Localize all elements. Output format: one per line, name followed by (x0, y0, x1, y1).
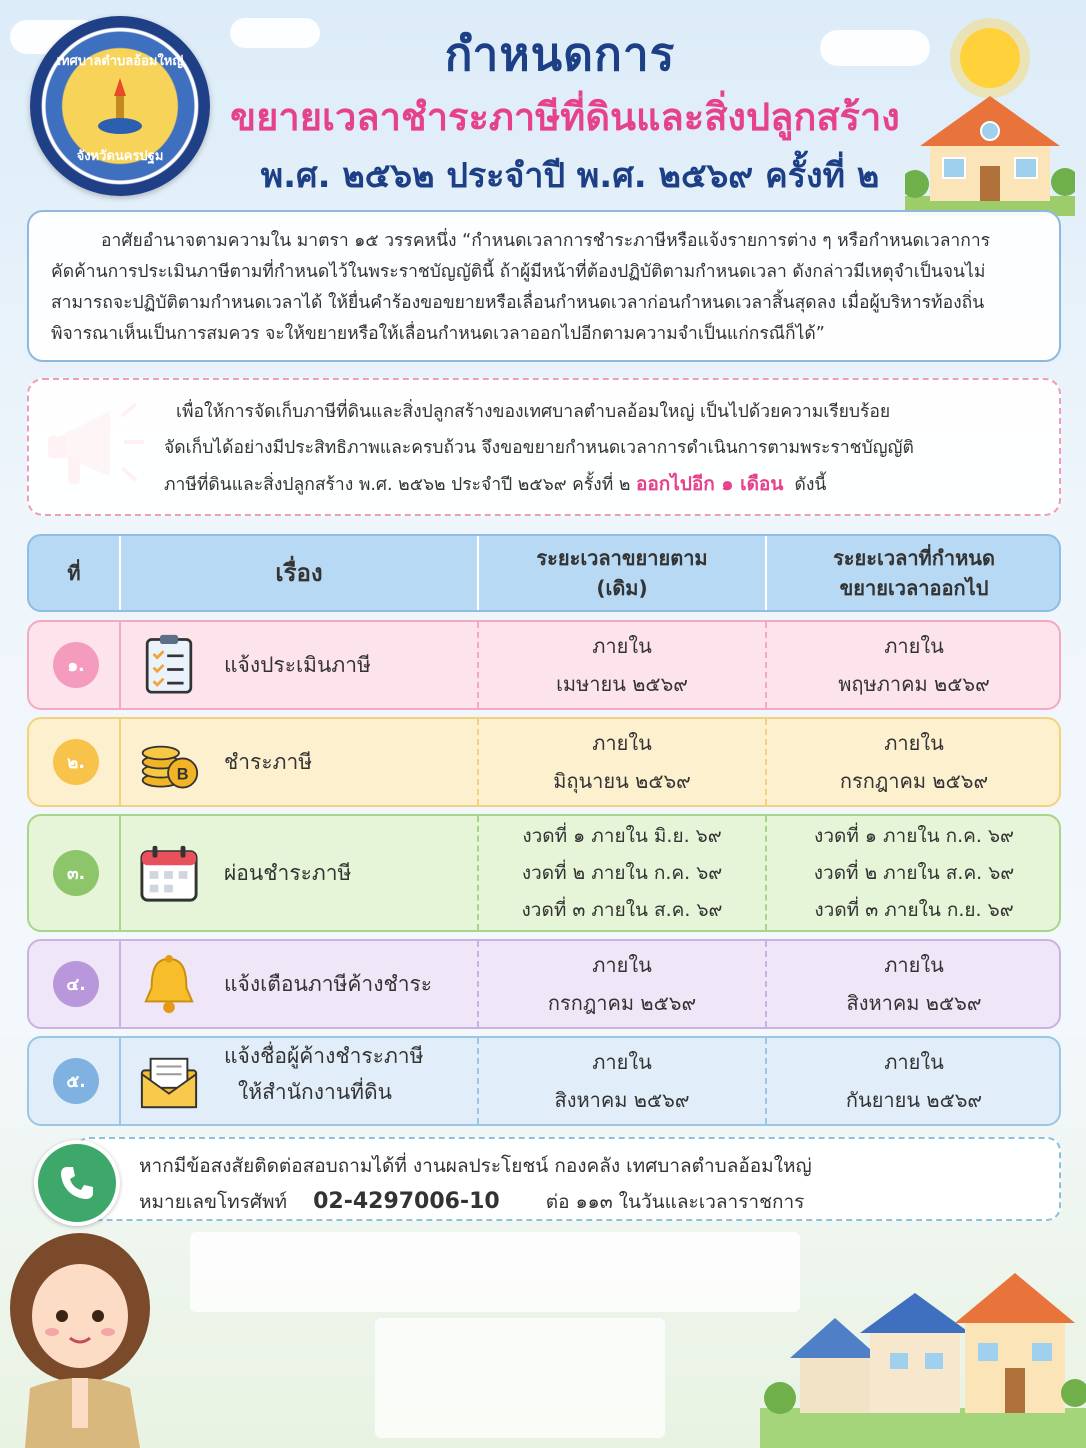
row-divider (119, 816, 121, 930)
row-extended-period (767, 1038, 1061, 1124)
row-subject: ชำระภาษี (224, 750, 313, 774)
seal-bottom-text: จังหวัดนครปฐม (76, 149, 164, 164)
header-extended (767, 536, 1061, 610)
coins-icon (139, 733, 199, 793)
extended-line: ภายใน (884, 634, 944, 658)
announcement-line-3-end: ดังนี้ (794, 475, 827, 495)
legal-basis-text: อาศัยอำนาจตามความใน มาตรา ๑๕ วรรคหนึ่ง “กำหนดเวลาการชำระภาษีหรือแจ้งรายการต่าง ๆ หรือกำหนดเวลาการคัดค้านการประเมินภาษีตามที่กำหนดไว้ในพระราชบัญญัตินี้ ถ้าผู้มีหน้าที่ต้องปฏิบัติตามกำหนดเวลา ดังกล่าวมีเหตุจำเป็นจนไม่สามารถจะปฏิบัติตามกำหนดเวลาได้ ให้ยื่นคำร้องขอขยายหรือเลื่อนกำหนดเวลาก่อนกำหนดเวลาสิ้นสุดลง เมื่อผู้บริหารท้องถิ่นพิจารณาเห็นเป็นการสมควร จะให้ขยายหรือให้เลื่อนกำหนดเวลาออกไปอีกตามความจำเป็นแก่กรณีก็ได้” (51, 231, 991, 344)
contact-box (75, 1137, 1061, 1221)
original-line: ภายใน (592, 634, 652, 658)
original-line: ภายใน (592, 1050, 652, 1074)
row-number: ๒. (53, 739, 99, 785)
announcement-line-2: จัดเก็บได้อย่างมีประสิทธิภาพและครบถ้วน จึงขอขยายกำหนดเวลาการดำเนินการตามพระราชบัญญัติ (164, 438, 914, 458)
row-subject: แจ้งประเมินภาษี (224, 653, 371, 677)
extended-installment: งวดที่ ๓ ภายใน ก.ย. ๖๙ (814, 898, 1014, 921)
contact-line-2 (139, 1184, 1039, 1220)
sun-icon (960, 28, 1020, 88)
original-installment: งวดที่ ๑ ภายใน มิ.ย. ๖๙ (522, 824, 722, 847)
table-row (27, 939, 1061, 1029)
page-year-line: พ.ศ. ๒๕๖๒ ประจำปี พ.ศ. ๒๕๖๙ ครั้งที่ ๒ (260, 156, 880, 196)
row-number: ๔. (53, 961, 99, 1007)
extended-line: ภายใน (884, 731, 944, 755)
phone-label: หมายเลขโทรศัพท์ (139, 1191, 288, 1213)
extended-installment: งวดที่ ๑ ภายใน ก.ค. ๖๙ (814, 824, 1014, 847)
table-header (27, 534, 1061, 612)
svg-text:B: B (176, 765, 189, 784)
header-original-line2: (เดิม) (596, 576, 648, 600)
announcement-line-1: เพื่อให้การจัดเก็บภาษีที่ดินและสิ่งปลูกสร้างของเทศบาลตำบลอ้อมใหญ่ เป็นไปด้วยความเรียบร้อย (176, 402, 891, 422)
announcement-box (27, 378, 1061, 516)
extended-line: กันยายน ๒๕๖๙ (845, 1088, 983, 1112)
extended-line: สิงหาคม ๒๕๖๙ (846, 991, 982, 1015)
header-original-line1: ระยะเวลาขยายตาม (536, 546, 708, 570)
municipality-seal (30, 16, 210, 196)
clipboard-checklist-icon (139, 634, 199, 694)
original-line: มิถุนายน ๒๕๖๙ (553, 769, 691, 793)
extension-highlight: ออกไปอีก ๑ เดือน (635, 473, 784, 495)
table-row (27, 717, 1061, 807)
faded-background-panel (190, 1232, 800, 1312)
extended-line: กรกฎาคม ๒๕๖๙ (839, 769, 989, 793)
extended-line: พฤษภาคม ๒๕๖๙ (838, 672, 990, 696)
header-subject: เรื่อง (275, 559, 323, 587)
row-subject: แจ้งเตือนภาษีค้างชำระ (224, 972, 433, 996)
row-subject (224, 1038, 423, 1124)
phone-icon (34, 1140, 120, 1226)
extended-line: ภายใน (884, 953, 944, 977)
houses-illustration (760, 1258, 1086, 1448)
row-subject-line2: ให้สำนักงานที่ดิน (238, 1080, 393, 1104)
row-original-period (479, 941, 765, 1027)
header-extended-line2: ขยายเวลาออกไป (839, 576, 989, 600)
page-subtitle: ขยายเวลาชำระภาษีที่ดินและสิ่งปลูกสร้าง (230, 95, 900, 139)
row-extended-period (767, 816, 1061, 930)
table-row (27, 814, 1061, 932)
torch-emblem-icon (92, 76, 148, 136)
row-subject-line1: แจ้งชื่อผู้ค้างชำระภาษี (224, 1044, 424, 1068)
house-illustration (905, 86, 1075, 216)
row-number: ๓. (53, 850, 99, 896)
row-original-period (479, 1038, 765, 1124)
phone-number-link[interactable]: 02-4297006-10 (313, 1189, 500, 1214)
bell-icon (139, 955, 199, 1015)
contact-hours: ต่อ ๑๑๓ ในวันและเวลาราชการ (545, 1191, 805, 1213)
row-original-period (479, 622, 765, 708)
announcement-line-3 (164, 466, 1037, 503)
row-extended-period (767, 622, 1061, 708)
seal-top-text: เทศบาลตำบลอ้อมใหญ่ (56, 54, 184, 69)
row-number: ๑. (53, 642, 99, 688)
row-divider (119, 719, 121, 805)
announcement-line-3-text: ภาษีที่ดินและสิ่งปลูกสร้าง พ.ศ. ๒๕๖๒ ประจำปี ๒๕๖๙ ครั้งที่ ๒ (164, 475, 631, 495)
header-no: ที่ (67, 561, 81, 585)
row-original-period (479, 719, 765, 805)
original-line: ภายใน (592, 953, 652, 977)
row-divider (119, 622, 121, 708)
header-original (479, 536, 765, 610)
original-line: เมษายน ๒๕๖๙ (556, 672, 688, 696)
envelope-icon (139, 1052, 199, 1112)
original-installment: งวดที่ ๒ ภายใน ก.ค. ๖๙ (521, 861, 723, 884)
cloud-decoration (820, 30, 930, 66)
row-number: ๕. (53, 1058, 99, 1104)
original-installment: งวดที่ ๓ ภายใน ส.ค. ๖๙ (521, 898, 723, 921)
extended-installment: งวดที่ ๒ ภายใน ส.ค. ๖๙ (813, 861, 1015, 884)
original-line: กรกฎาคม ๒๕๖๙ (547, 991, 697, 1015)
row-extended-period (767, 719, 1061, 805)
row-subject: ผ่อนชำระภาษี (224, 861, 352, 885)
legal-basis-box (27, 210, 1061, 362)
row-extended-period (767, 941, 1061, 1027)
faded-background-panel (375, 1318, 665, 1438)
character-illustration (0, 1228, 170, 1448)
table-row (27, 1036, 1061, 1126)
original-line: ภายใน (592, 731, 652, 755)
header-extended-line1: ระยะเวลาที่กำหนด (833, 546, 995, 570)
row-divider (119, 1038, 121, 1124)
table-row (27, 620, 1061, 710)
page-title: กำหนดการ (444, 27, 676, 81)
calendar-icon (139, 844, 199, 904)
extended-line: ภายใน (884, 1050, 944, 1074)
contact-line-1: หากมีข้อสงสัยติดต่อสอบถามได้ที่ งานผลประโยชน์ กองคลัง เทศบาลตำบลอ้อมใหญ่ (139, 1155, 812, 1177)
row-original-period (479, 816, 765, 930)
row-divider (119, 941, 121, 1027)
original-line: สิงหาคม ๒๕๖๙ (554, 1088, 690, 1112)
